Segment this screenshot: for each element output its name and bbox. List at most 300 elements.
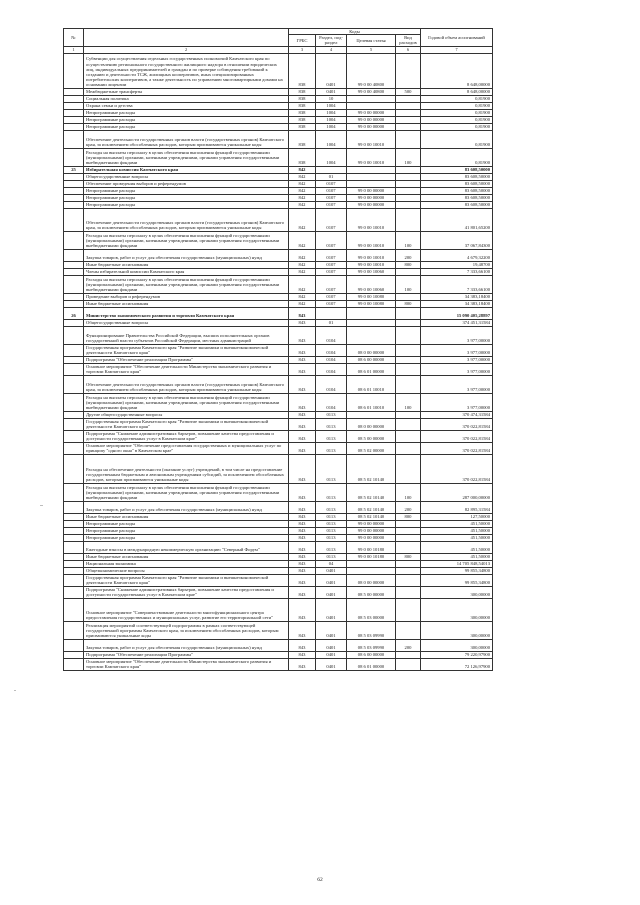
row-number <box>64 356 84 363</box>
row-number: 25 <box>64 166 84 173</box>
row-article: 08 6 00 00000 <box>347 651 396 658</box>
row-expense <box>396 173 421 180</box>
row-name: Непрограммные расходы <box>84 123 289 130</box>
row-section: 0401 <box>316 586 347 598</box>
row-sum: 83 608,50000 <box>421 173 493 180</box>
row-number <box>64 249 84 261</box>
row-name: Основное мероприятие "Обеспечение предоставления государственных и муниципальных услуг по принципу "одного окна" в Камчатском крае" <box>84 442 289 454</box>
row-section: 0107 <box>316 249 347 261</box>
row-name: Основное мероприятие "Совершенствование деятельности многофункционального центра предоставления государственных и муниципальных услуг, развитие его территориальной сети" <box>84 598 289 621</box>
row-sum: 83 608,50000 <box>421 201 493 208</box>
header-num: № <box>64 29 84 47</box>
row-article: 99 0 00 00000 <box>347 109 396 116</box>
row-grbs: 842 <box>289 249 316 261</box>
row-grbs: 838 <box>289 109 316 116</box>
row-grbs: 843 <box>289 356 316 363</box>
row-expense <box>396 109 421 116</box>
row-expense: 800 <box>396 261 421 268</box>
row-name: Иные бюджетные ассигнования <box>84 513 289 520</box>
row-expense <box>396 356 421 363</box>
row-article: 99 0 00 10080 <box>347 293 396 300</box>
row-section: 0107 <box>316 187 347 194</box>
row-number <box>64 483 84 501</box>
table-row <box>64 307 493 319</box>
row-grbs: 842 <box>289 231 316 249</box>
row-sum: 7 333,66100 <box>421 275 493 293</box>
row-number <box>64 261 84 268</box>
row-sum: 19,48700 <box>421 261 493 268</box>
row-grbs: 842 <box>289 293 316 300</box>
table-row <box>64 293 493 300</box>
table-row <box>64 375 493 393</box>
row-grbs: 843 <box>289 574 316 586</box>
page-number: 62 <box>317 877 323 883</box>
row-number <box>64 598 84 621</box>
table-row <box>64 187 493 194</box>
row-grbs: 838 <box>289 130 316 148</box>
row-section: 0113 <box>316 454 347 483</box>
row-sum: 451,50000 <box>421 541 493 553</box>
row-expense <box>396 598 421 621</box>
row-name: Непрограммные расходы <box>84 527 289 534</box>
table-row <box>64 208 493 231</box>
row-section: 1004 <box>316 148 347 166</box>
table-header-row <box>64 29 493 35</box>
scan-mark <box>40 505 43 506</box>
row-name: Иные бюджетные ассигнования <box>84 300 289 307</box>
colnum-5: 5 <box>347 46 396 53</box>
row-section: 1004 <box>316 102 347 109</box>
row-name: Государственная программа Камчатского края "Развитие экономики и внешнеэкономической деятельности Камчатского края" <box>84 574 289 586</box>
row-article: 08 5 00 00000 <box>347 430 396 442</box>
row-expense: 200 <box>396 249 421 261</box>
row-section: 0107 <box>316 231 347 249</box>
row-sum: 0,81900 <box>421 109 493 116</box>
row-grbs: 843 <box>289 375 316 393</box>
row-expense: 100 <box>396 275 421 293</box>
table-row <box>64 231 493 249</box>
table-row <box>64 651 493 658</box>
row-sum: 7 333,66100 <box>421 268 493 275</box>
table-row <box>64 53 493 88</box>
row-name: Члены избирательной комиссии Камчатского края <box>84 268 289 275</box>
row-article <box>347 326 396 344</box>
row-sum: 4 679,32200 <box>421 249 493 261</box>
row-number <box>64 180 84 187</box>
row-expense <box>396 95 421 102</box>
row-article: 08 5 02 10140 <box>347 501 396 513</box>
row-name: Государственная программа Камчатского края "Развитие экономики и внешнеэкономической деятельности Камчатского края" <box>84 418 289 430</box>
row-grbs: 843 <box>289 513 316 520</box>
row-sum: 79 220,97900 <box>421 651 493 658</box>
row-section: 0113 <box>316 430 347 442</box>
row-expense <box>396 651 421 658</box>
row-grbs: 838 <box>289 116 316 123</box>
row-grbs: 843 <box>289 307 316 319</box>
row-article: 99 0 00 00000 <box>347 527 396 534</box>
row-article: 99 0 00 40800 <box>347 53 396 88</box>
row-number <box>64 344 84 356</box>
row-name: Субвенции для осуществления отдельных государственных полномочий Камчатского края по осуществлению регионального государственного жилищного надзора в отношении юридических лиц, индивидуальных предпринимателей и граждан и по проверке соблюдения требований к созданию и деятельности ТСЖ, жилищных кооперативов, иных специализированных потребительских кооперативов, а также деятельность по управлению многоквартирными домами на основании лицензии <box>84 53 289 88</box>
row-expense: 800 <box>396 553 421 560</box>
row-name: Закупка товаров, работ и услуг для обеспечения государственных (муниципальных) нужд <box>84 249 289 261</box>
row-section: 1004 <box>316 109 347 116</box>
row-article: 08 5 02 10140 <box>347 454 396 483</box>
row-article: 08 6 01 10010 <box>347 393 396 411</box>
row-expense <box>396 268 421 275</box>
row-article: 08 5 02 00000 <box>347 442 396 454</box>
table-row <box>64 166 493 173</box>
row-number: 26 <box>64 307 84 319</box>
row-name: Обеспечение деятельности государственных органов власти (государственных органов) Камчатского края, за исключением обособленных расходов, которым присваиваются уникальные коды <box>84 375 289 393</box>
row-section: 0401 <box>316 651 347 658</box>
row-expense <box>396 130 421 148</box>
row-section: 0113 <box>316 520 347 527</box>
row-sum: 8 648,00000 <box>421 88 493 95</box>
row-grbs: 842 <box>289 275 316 293</box>
row-sum: 99 855,34800 <box>421 567 493 574</box>
row-sum: 8 648,00000 <box>421 53 493 88</box>
table-row <box>64 454 493 483</box>
table-row <box>64 275 493 293</box>
row-grbs: 842 <box>289 208 316 231</box>
row-article: 99 0 00 10010 <box>347 148 396 166</box>
row-section: 0401 <box>316 621 347 639</box>
row-grbs: 843 <box>289 598 316 621</box>
table-row <box>64 483 493 501</box>
row-expense <box>396 567 421 574</box>
row-name: Расходы на выплаты персоналу в целях обеспечения выполнения функций государственными (муниципальными) органами, казенными учреждениями, органами управления государственными внебюджетными фондами <box>84 483 289 501</box>
table-row <box>64 194 493 201</box>
row-expense <box>396 574 421 586</box>
row-number <box>64 534 84 541</box>
row-article <box>347 166 396 173</box>
row-article: 08 6 00 00000 <box>347 356 396 363</box>
row-expense <box>396 116 421 123</box>
row-name: Непрограммные расходы <box>84 194 289 201</box>
row-section: 0104 <box>316 393 347 411</box>
row-sum: 83 608,50000 <box>421 187 493 194</box>
row-section: 10 <box>316 95 347 102</box>
row-number <box>64 375 84 393</box>
row-section: 0401 <box>316 574 347 586</box>
row-expense: 800 <box>396 300 421 307</box>
table-row <box>64 520 493 527</box>
row-article <box>347 95 396 102</box>
row-sum: 451,50000 <box>421 520 493 527</box>
row-grbs: 843 <box>289 534 316 541</box>
row-article: 08 6 01 10010 <box>347 375 396 393</box>
row-section: 0113 <box>316 553 347 560</box>
scan-mark <box>14 690 16 691</box>
row-section: 01 <box>316 173 347 180</box>
row-number <box>64 130 84 148</box>
row-sum: 300,00000 <box>421 598 493 621</box>
row-name: Другие общегосударственные вопросы <box>84 411 289 418</box>
table-row <box>64 300 493 307</box>
table-row <box>64 560 493 567</box>
row-number <box>64 231 84 249</box>
row-section: 0104 <box>316 363 347 375</box>
row-number <box>64 102 84 109</box>
row-article: 99 0 00 10010 <box>347 261 396 268</box>
row-number <box>64 411 84 418</box>
row-section: 04 <box>316 560 347 567</box>
row-number <box>64 430 84 442</box>
row-sum: 451,50000 <box>421 534 493 541</box>
row-grbs: 838 <box>289 123 316 130</box>
row-expense: 100 <box>396 231 421 249</box>
table-row <box>64 356 493 363</box>
row-expense: 200 <box>396 501 421 513</box>
row-sum: 3 977,00000 <box>421 344 493 356</box>
row-section: 0401 <box>316 88 347 95</box>
row-section: 0401 <box>316 53 347 88</box>
row-section: 0107 <box>316 300 347 307</box>
row-section: 0113 <box>316 513 347 520</box>
row-number <box>64 275 84 293</box>
row-sum: 41 801,65200 <box>421 208 493 231</box>
row-article: 99 0 00 10010 <box>347 249 396 261</box>
row-sum: 0,81900 <box>421 130 493 148</box>
row-article: 99 0 00 40800 <box>347 88 396 95</box>
row-article: 08 5 00 00000 <box>347 586 396 598</box>
row-name: Непрограммные расходы <box>84 201 289 208</box>
row-section: 0113 <box>316 527 347 534</box>
row-expense: 500 <box>396 88 421 95</box>
table-row <box>64 418 493 430</box>
row-article <box>347 180 396 187</box>
table-row <box>64 109 493 116</box>
row-name: Межбюджетные трансферты <box>84 88 289 95</box>
row-grbs: 842 <box>289 201 316 208</box>
row-name: Расходы на выплаты персоналу в целях обеспечения выполнения функций государственными (муниципальными) органами, казенными учреждениями, органами управления государственными внебюджетными фондами <box>84 393 289 411</box>
row-number <box>64 658 84 670</box>
table-row <box>64 541 493 553</box>
row-grbs: 843 <box>289 639 316 651</box>
row-article: 08 5 03 00000 <box>347 598 396 621</box>
row-number <box>64 442 84 454</box>
row-expense <box>396 586 421 598</box>
row-sum: 451,50000 <box>421 527 493 534</box>
row-article: 08 5 03 09990 <box>347 621 396 639</box>
row-section: 0113 <box>316 411 347 418</box>
row-sum: 3 977,00000 <box>421 393 493 411</box>
row-sum: 127,50000 <box>421 513 493 520</box>
row-number <box>64 293 84 300</box>
header-sum: Годовой объем ассигнований <box>421 29 493 47</box>
row-article: 99 0 00 00000 <box>347 116 396 123</box>
row-sum: 3 977,00000 <box>421 356 493 363</box>
row-sum: 15 090 405,28897 <box>421 307 493 319</box>
row-grbs: 842 <box>289 261 316 268</box>
table-row <box>64 442 493 454</box>
header-expense: Вид расходов <box>396 35 421 46</box>
colnum-1: 1 <box>64 46 84 53</box>
row-grbs: 842 <box>289 268 316 275</box>
row-section: 0104 <box>316 375 347 393</box>
row-grbs: 843 <box>289 326 316 344</box>
row-section: 0113 <box>316 418 347 430</box>
row-expense <box>396 208 421 231</box>
row-section: 01 <box>316 319 347 326</box>
row-section: 0113 <box>316 501 347 513</box>
row-expense <box>396 53 421 88</box>
table-row <box>64 553 493 560</box>
table-row <box>64 567 493 574</box>
row-article: 99 0 00 10060 <box>347 268 396 275</box>
row-expense <box>396 560 421 567</box>
row-name: Избирательная комиссия Камчатского края <box>84 166 289 173</box>
table-row <box>64 527 493 534</box>
table-row <box>64 116 493 123</box>
table-row <box>64 344 493 356</box>
row-number <box>64 173 84 180</box>
table-row <box>64 130 493 148</box>
row-name: Государственная программа Камчатского края "Развитие экономики и внешнеэкономической деятельности Камчатского края" <box>84 344 289 356</box>
row-section: 0113 <box>316 541 347 553</box>
row-sum: 0,81900 <box>421 123 493 130</box>
row-section: 0401 <box>316 639 347 651</box>
row-section: 0104 <box>316 326 347 344</box>
row-grbs: 843 <box>289 483 316 501</box>
row-section: 0113 <box>316 442 347 454</box>
table-row <box>64 180 493 187</box>
row-grbs: 843 <box>289 501 316 513</box>
row-grbs: 842 <box>289 166 316 173</box>
row-article: 08 0 00 00000 <box>347 574 396 586</box>
row-section: 0107 <box>316 275 347 293</box>
row-article <box>347 411 396 418</box>
row-name: Функционирование Правительства Российской Федерации, высших исполнительных органов государственной власти субъектов Российской Федерации, местных администраций <box>84 326 289 344</box>
row-expense <box>396 363 421 375</box>
row-grbs: 842 <box>289 194 316 201</box>
row-article: 08 6 01 00000 <box>347 658 396 670</box>
row-expense <box>396 658 421 670</box>
row-section <box>316 307 347 319</box>
row-name: Иные бюджетные ассигнования <box>84 553 289 560</box>
row-article <box>347 173 396 180</box>
row-grbs: 842 <box>289 173 316 180</box>
row-expense: 100 <box>396 148 421 166</box>
table-row <box>64 598 493 621</box>
row-section: 1004 <box>316 123 347 130</box>
row-section: 0113 <box>316 483 347 501</box>
row-name: Непрограммные расходы <box>84 520 289 527</box>
row-article: 99 0 00 00000 <box>347 123 396 130</box>
row-article: 08 5 02 10140 <box>347 513 396 520</box>
row-expense <box>396 411 421 418</box>
colnum-7: 7 <box>421 46 493 53</box>
row-sum: 370 474,31584 <box>421 411 493 418</box>
row-sum: 0,81900 <box>421 102 493 109</box>
row-article: 99 0 00 00000 <box>347 520 396 527</box>
row-grbs: 843 <box>289 411 316 418</box>
row-sum: 287 000,00000 <box>421 483 493 501</box>
row-expense <box>396 319 421 326</box>
table-row <box>64 326 493 344</box>
row-number <box>64 639 84 651</box>
row-number <box>64 520 84 527</box>
row-section: 0107 <box>316 293 347 300</box>
row-grbs: 843 <box>289 442 316 454</box>
row-expense <box>396 520 421 527</box>
row-name: Обеспечение проведения выборов и референдумов <box>84 180 289 187</box>
row-grbs: 838 <box>289 95 316 102</box>
row-article: 99 0 00 10180 <box>347 553 396 560</box>
row-name: Основное мероприятие "Обеспечение деятельности Министерства экономического развития и торговли Камчатского края" <box>84 658 289 670</box>
row-sum: 0,81900 <box>421 95 493 102</box>
row-article: 08 6 01 00000 <box>347 363 396 375</box>
row-article <box>347 560 396 567</box>
row-name: Непрограммные расходы <box>84 187 289 194</box>
row-number <box>64 319 84 326</box>
row-name: Национальная экономика <box>84 560 289 567</box>
row-name: Обеспечение деятельности государственных органов власти (государственных органов) Камчатского края, за исключением обособленных расходов, которым присваиваются уникальные коды <box>84 208 289 231</box>
row-expense <box>396 102 421 109</box>
row-name: Подпрограмма "Обеспечение реализации Программы" <box>84 356 289 363</box>
table-row <box>64 621 493 639</box>
row-expense <box>396 534 421 541</box>
row-number <box>64 326 84 344</box>
row-sum: 370 022,81584 <box>421 442 493 454</box>
row-section: 0107 <box>316 201 347 208</box>
row-article: 08 0 00 00000 <box>347 418 396 430</box>
row-number <box>64 621 84 639</box>
row-article: 99 0 00 00000 <box>347 534 396 541</box>
row-sum: 0,81900 <box>421 116 493 123</box>
row-number <box>64 513 84 520</box>
table-body <box>64 53 493 670</box>
row-number <box>64 53 84 88</box>
row-section: 0104 <box>316 344 347 356</box>
row-name: Основное мероприятие "Обеспечение деятельности Министерства экономического развития и торговли Камчатского края" <box>84 363 289 375</box>
row-article: 99 0 00 10060 <box>347 275 396 293</box>
row-grbs: 843 <box>289 520 316 527</box>
table-row <box>64 201 493 208</box>
row-section: 0401 <box>316 658 347 670</box>
row-name: Общегосударственные вопросы <box>84 319 289 326</box>
row-grbs: 838 <box>289 102 316 109</box>
row-number <box>64 454 84 483</box>
row-expense <box>396 621 421 639</box>
row-sum: 37 067,84300 <box>421 231 493 249</box>
row-expense <box>396 293 421 300</box>
row-name: Общегосударственные вопросы <box>84 173 289 180</box>
row-article <box>347 102 396 109</box>
row-name: Подпрограмма "Снижение административных барьеров, повышение качества предоставления и доступности государственных услуг в Камчатском крае" <box>84 586 289 598</box>
table-row <box>64 393 493 411</box>
table-row <box>64 586 493 598</box>
row-grbs: 842 <box>289 300 316 307</box>
row-grbs: 838 <box>289 53 316 88</box>
row-name: Подпрограмма "Снижение административных барьеров, повышение качества предоставления и доступности государственных услуг в Камчатском крае" <box>84 430 289 442</box>
row-name: Подпрограмма "Обеспечение реализации Программы" <box>84 651 289 658</box>
row-number <box>64 651 84 658</box>
row-name: Министерство экономического развития и торговли Камчатского края <box>84 307 289 319</box>
row-expense <box>396 344 421 356</box>
table-row <box>64 148 493 166</box>
row-expense <box>396 375 421 393</box>
column-numbering-row <box>64 46 493 53</box>
row-name: Реализация мероприятий соответствующей подпрограммы в рамках соответствующей государственной программы Камчатского края, за исключением обособленных расходов, которым присваиваются уникальные коды <box>84 621 289 639</box>
row-name: Непрограммные расходы <box>84 116 289 123</box>
row-grbs: 838 <box>289 148 316 166</box>
row-number <box>64 95 84 102</box>
row-article: 99 0 00 00000 <box>347 187 396 194</box>
row-expense <box>396 194 421 201</box>
row-grbs: 843 <box>289 363 316 375</box>
